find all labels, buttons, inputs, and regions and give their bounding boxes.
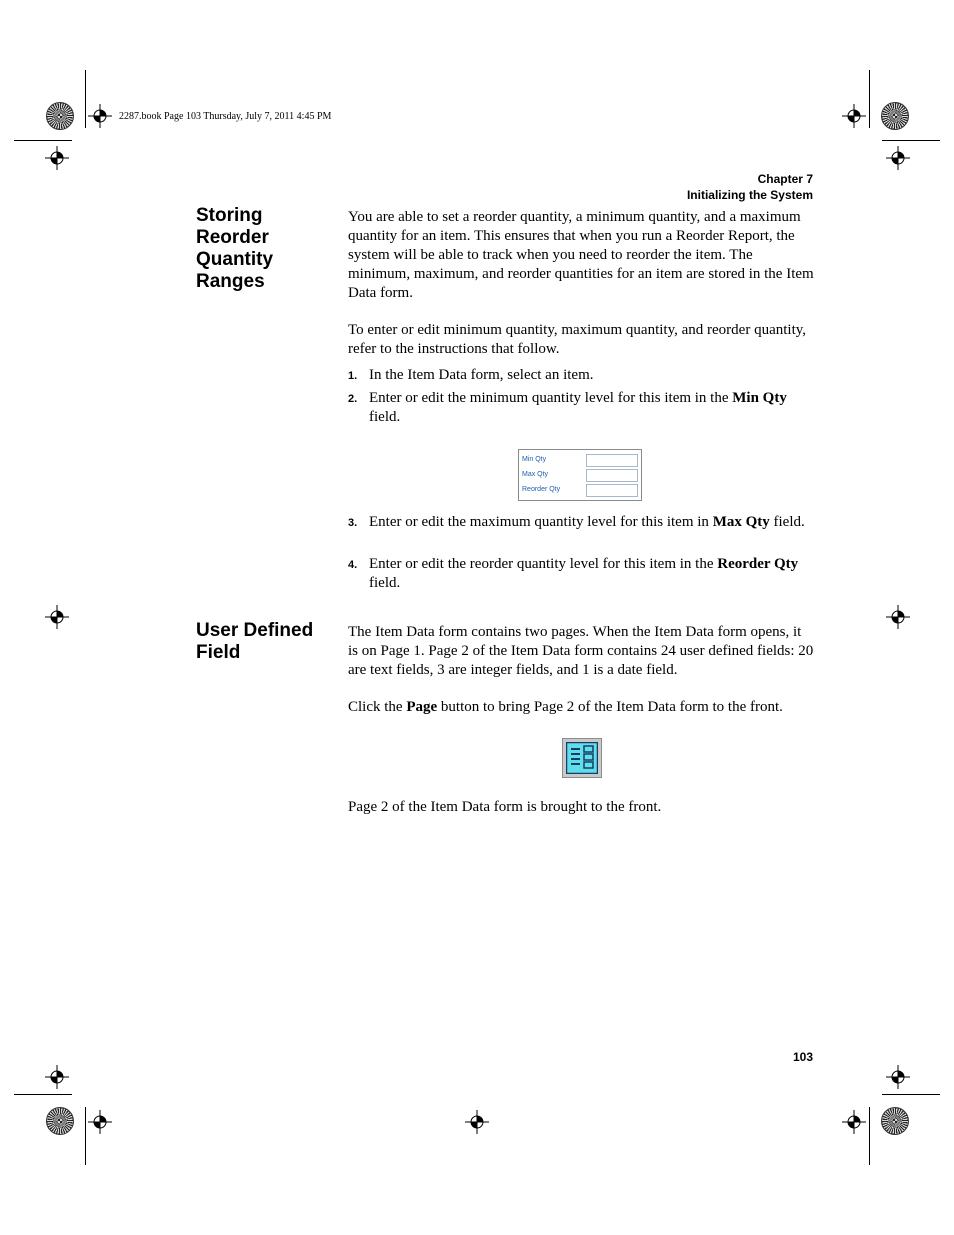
registration-target-icon: [465, 1110, 489, 1134]
step-text: Enter or edit the reorder quantity level for this item in the: [369, 556, 718, 572]
paragraph: To enter or edit minimum quantity, maximum quantity, and reorder quantity, refer to the instructions that follow.: [348, 322, 807, 357]
heading-line: Storing: [196, 205, 263, 226]
step-item: [348, 555, 814, 593]
registration-target-icon: [45, 605, 69, 629]
registration-target-icon: [886, 146, 910, 170]
registration-target-icon: [45, 146, 69, 170]
step-item: [348, 513, 814, 532]
min-qty-field[interactable]: [586, 454, 638, 467]
registration-star-icon: [46, 1107, 74, 1135]
paragraph: [348, 698, 814, 717]
section-heading-user-defined-field: [196, 620, 336, 664]
step-text-after: field.: [769, 514, 805, 530]
step-number: 3.: [348, 517, 358, 529]
registration-target-icon: [886, 605, 910, 629]
paragraph: You are able to set a reorder quantity, a minimum quantity, and a maximum quantity for an item. This ensures that when you run a Reorder Report, the system will be able to track when you need to reorder the item. The minimum, maximum, and reorder quantities for an item are stored in the Item Data form.: [348, 209, 814, 301]
step-text: Enter or edit the minimum quantity level for this item in the: [369, 390, 733, 406]
section-heading-storing-reorder: [196, 205, 336, 293]
step-text: Enter or edit the maximum quantity level for this item in: [369, 514, 713, 530]
max-qty-label: Max Qty: [522, 471, 549, 478]
step-number: 4.: [348, 559, 358, 571]
reorder-qty-field[interactable]: [586, 484, 638, 497]
registration-target-icon: [842, 104, 866, 128]
paragraph: The Item Data form contains two pages. When the Item Data form opens, it is on Page 1. Page 2 of the Item Data form contains 24 user defined fields: 20 are text fields, 3 are integer fields, and 1 is a date field.: [348, 624, 814, 678]
field-name-min-qty: Min Qty: [732, 390, 787, 406]
registration-target-icon: [88, 104, 112, 128]
registration-target-icon: [88, 1110, 112, 1134]
step-text-after: field.: [369, 575, 401, 591]
text: Click the: [348, 699, 407, 715]
registration-target-icon: [842, 1110, 866, 1134]
text: button to bring Page 2 of the Item Data form to the front.: [437, 699, 783, 715]
print-slug: 2287.book Page 103 Thursday, July 7, 2011 4:45 PM: [119, 111, 332, 122]
heading-line: User Defined: [196, 620, 314, 641]
reorder-qty-label: Reorder Qty: [522, 486, 561, 493]
registration-star-icon: [881, 1107, 909, 1135]
step-text: In the Item Data form, select an item.: [369, 367, 594, 383]
max-qty-field[interactable]: [586, 469, 638, 482]
registration-target-icon: [45, 1065, 69, 1089]
heading-line: Field: [196, 642, 241, 663]
step-number: 2.: [348, 393, 358, 405]
step-text-after: field.: [369, 409, 401, 425]
field-name-max-qty: Max Qty: [712, 514, 770, 530]
heading-line: Ranges: [196, 271, 265, 292]
field-name-reorder-qty: Reorder Qty: [717, 556, 799, 572]
registration-target-icon: [886, 1065, 910, 1089]
step-item: [348, 389, 814, 427]
running-header-title: Initializing the System: [686, 188, 813, 202]
step-number: 1.: [348, 370, 358, 382]
page-toggle-icon: [566, 742, 598, 774]
page-button[interactable]: [562, 738, 602, 778]
page-number: 103: [792, 1050, 813, 1064]
heading-line: Reorder: [196, 227, 269, 248]
registration-star-icon: [46, 102, 74, 130]
running-header-chapter: Chapter 7: [757, 172, 813, 186]
registration-star-icon: [881, 102, 909, 130]
paragraph: Page 2 of the Item Data form is brought to the front.: [348, 799, 662, 815]
min-qty-label: Min Qty: [522, 456, 547, 463]
button-name-page: Page: [406, 699, 438, 715]
item-quantity-form-screenshot: [518, 449, 642, 501]
step-item: [348, 366, 814, 385]
heading-line: Quantity: [196, 249, 274, 270]
